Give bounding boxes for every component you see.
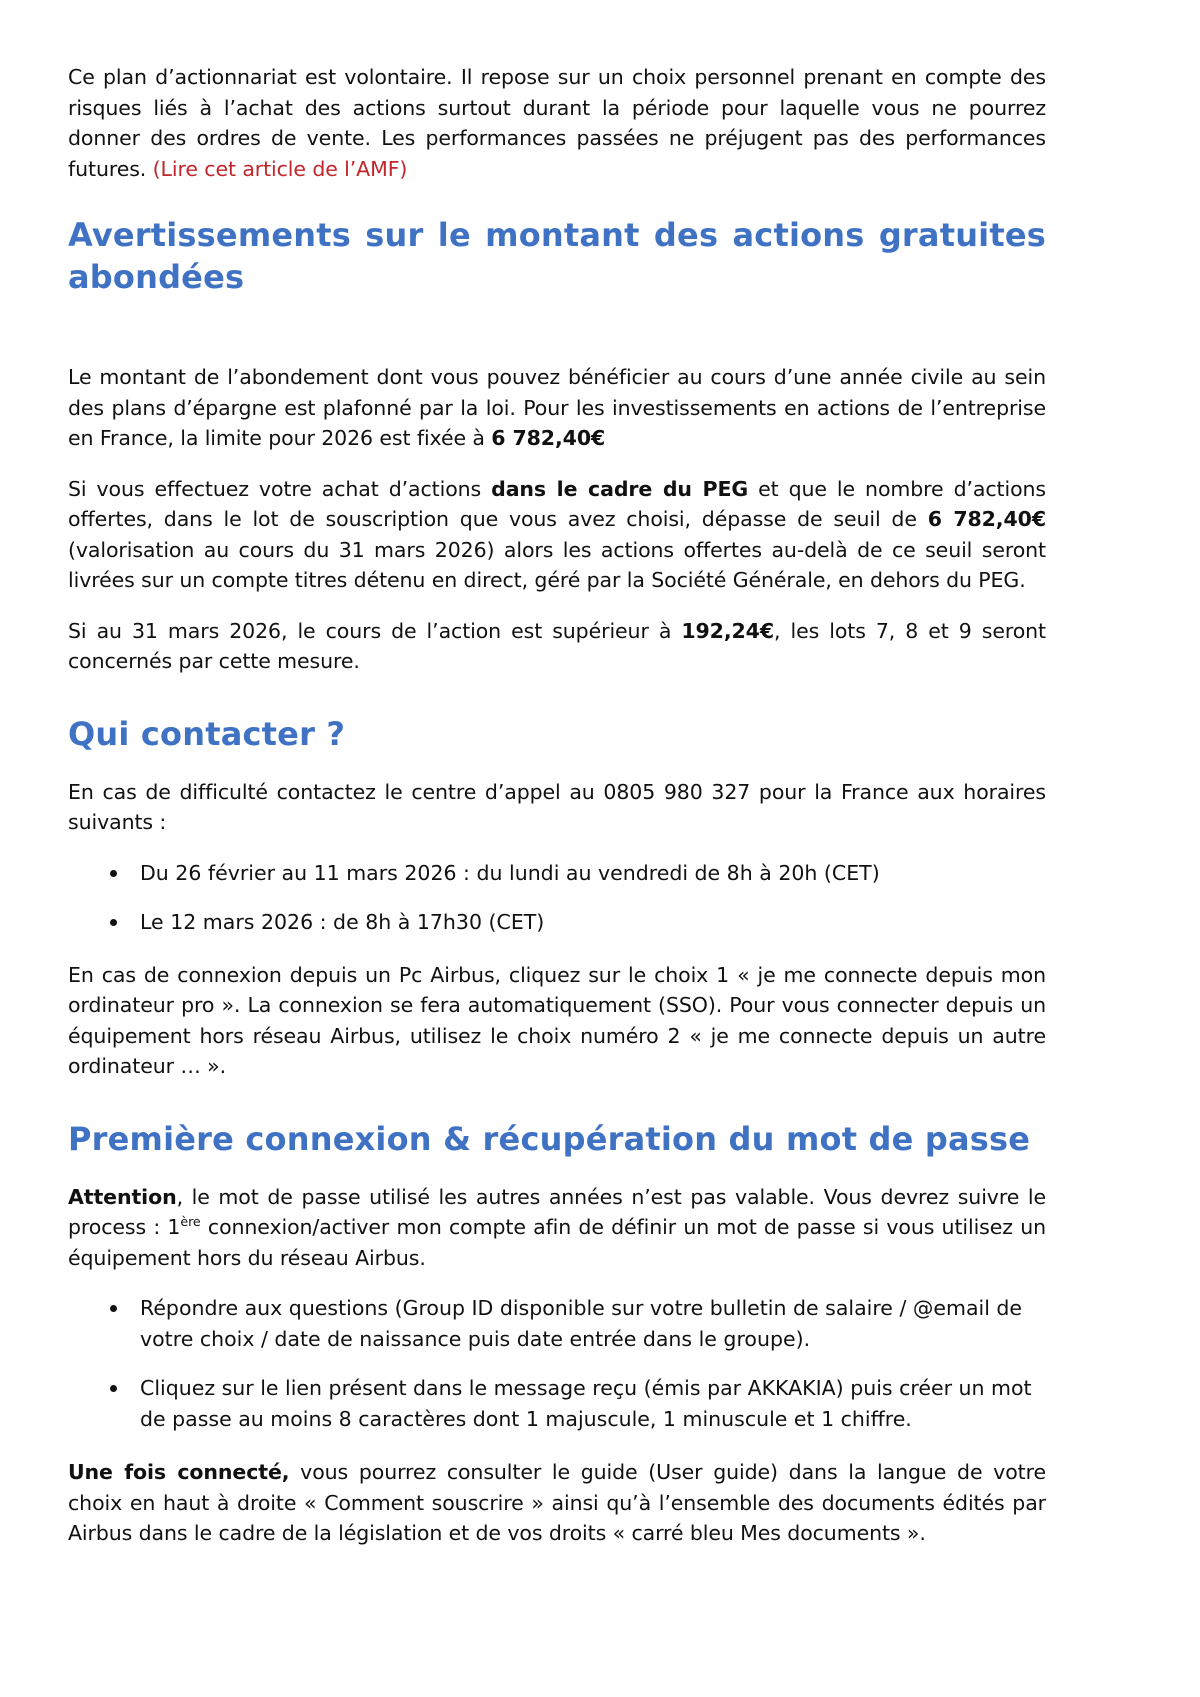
seuil-amount: 6 782,40€ — [927, 507, 1046, 531]
heading-qui-contacter: Qui contacter ? — [68, 714, 346, 753]
peg-text-2: et que le nombre d’actions offertes, dans le lot de souscription que vous avez choisi, dépasse de seuil de — [68, 476, 1046, 531]
limite-amount: 6 782,40€ — [491, 426, 606, 450]
heading-premiere-connexion: Première connexion & récupération du mot de passe — [68, 1119, 1031, 1158]
list-item-label: Répondre aux questions (Group ID disponible sur votre bulletin de salaire / @email de votre choix / date de naissance puis date entrée dans le groupe). — [140, 1296, 1023, 1351]
cours-text-2: , les lots 7, 8 et 9 seront concernés par cette mesure. — [68, 618, 1046, 673]
paragraph-attention — [68, 1182, 1046, 1274]
document-content — [68, 62, 1046, 1569]
bullet-dot-icon — [110, 1385, 117, 1392]
amf-article-link[interactable]: (Lire cet article de l’AMF) — [152, 156, 408, 181]
list-item — [68, 907, 1046, 938]
paragraph-cours-action — [68, 616, 1046, 677]
attention-text-1: , le mot de passe utilisé les autres années n’est pas valable. Vous devrez suivre le process : 1 — [68, 1184, 1046, 1239]
cours-amount: 192,24€ — [681, 618, 775, 643]
attention-label: Attention — [68, 1184, 177, 1209]
paragraph-connexion-pc-airbus: En cas de connexion depuis un Pc Airbus, cliquez sur le choix 1 « je me connecte depuis mon ordinateur pro ». La connexion se fera automatiquement (SSO). Pour vous connecter depuis un équipement hors réseau Airbus, utilisez le choix numéro 2 « je me connecte depuis un autre ordinateur … ». — [68, 962, 1046, 1078]
peg-text-1: Si vous effectuez votre achat d’actions — [68, 476, 492, 501]
bullet-dot-icon — [110, 870, 117, 877]
first-login-steps-list — [68, 1293, 1046, 1435]
list-item — [68, 858, 1046, 889]
list-item-label: Cliquez sur le lien présent dans le message reçu (émis par AKKAKIA) puis créer un mot de passe au moins 8 caractères dont 1 majuscule, 1 minuscule et 1 chiffre. — [140, 1376, 1032, 1431]
heading-avertissements: Avertissements sur le montant des actions gratuites abondées — [68, 216, 1046, 296]
paragraph-abondement-limite — [68, 362, 1046, 454]
intro-paragraph — [68, 62, 1046, 184]
bullet-dot-icon — [110, 919, 117, 926]
intro-text: Ce plan d’actionnariat est volontaire. Il repose sur un choix personnel prenant en compte des risques liés à l’achat des actions surtout durant la période pour laquelle vous ne pourrez donner des ordres de vente. Les performances passées ne préjugent pas des performances futures. — [68, 65, 1046, 181]
list-item — [68, 1373, 1046, 1435]
ordinal-suffix: ère — [180, 1214, 201, 1230]
list-item — [68, 1293, 1046, 1355]
list-item-label: Le 12 mars 2026 : de 8h à 17h30 (CET) — [140, 909, 545, 934]
paragraph-centre-appel: En cas de difficulté contactez le centre d’appel au 0805 980 327 pour la France aux horaires suivants : — [68, 779, 1046, 834]
list-item-label: Du 26 février au 11 mars 2026 : du lundi au vendredi de 8h à 20h (CET) — [140, 860, 880, 885]
une-fois-connecte-text: vous pourrez consulter le guide (User guide) dans la langue de votre choix en haut à droite « Comment souscrire » ainsi qu’à l’ensemble des documents édités par Airbus dans le cadre de la législation et de vos droits « carré bleu Mes documents ». — [68, 1460, 1046, 1545]
attention-text-2: connexion/activer mon compte afin de définir un mot de passe si vous utilisez un équipement hors du réseau Airbus. — [68, 1215, 1046, 1270]
peg-bold-label: dans le cadre du PEG — [491, 476, 749, 501]
une-fois-connecte-label: Une fois connecté, — [68, 1460, 290, 1484]
bullet-dot-icon — [110, 1305, 117, 1312]
cours-text-1: Si au 31 mars 2026, le cours de l’action est supérieur à — [68, 618, 682, 643]
peg-text-3: (valorisation au cours du 31 mars 2026) alors les actions offertes au-delà de ce seuil seront livrées sur un compte titres détenu en direct, géré par la Société Générale, en dehors du PEG. — [68, 537, 1046, 592]
paragraph-peg-seuil — [68, 474, 1046, 596]
contact-hours-list — [68, 858, 1046, 938]
abondement-text: Le montant de l’abondement dont vous pouvez bénéficier au cours d’une année civile au sein des plans d’épargne est plafonné par la loi. Pour les investissements en actions de l’entreprise en France, la limite pour 2026 est fixée à — [68, 365, 1046, 450]
paragraph-une-fois-connecte — [68, 1457, 1046, 1549]
